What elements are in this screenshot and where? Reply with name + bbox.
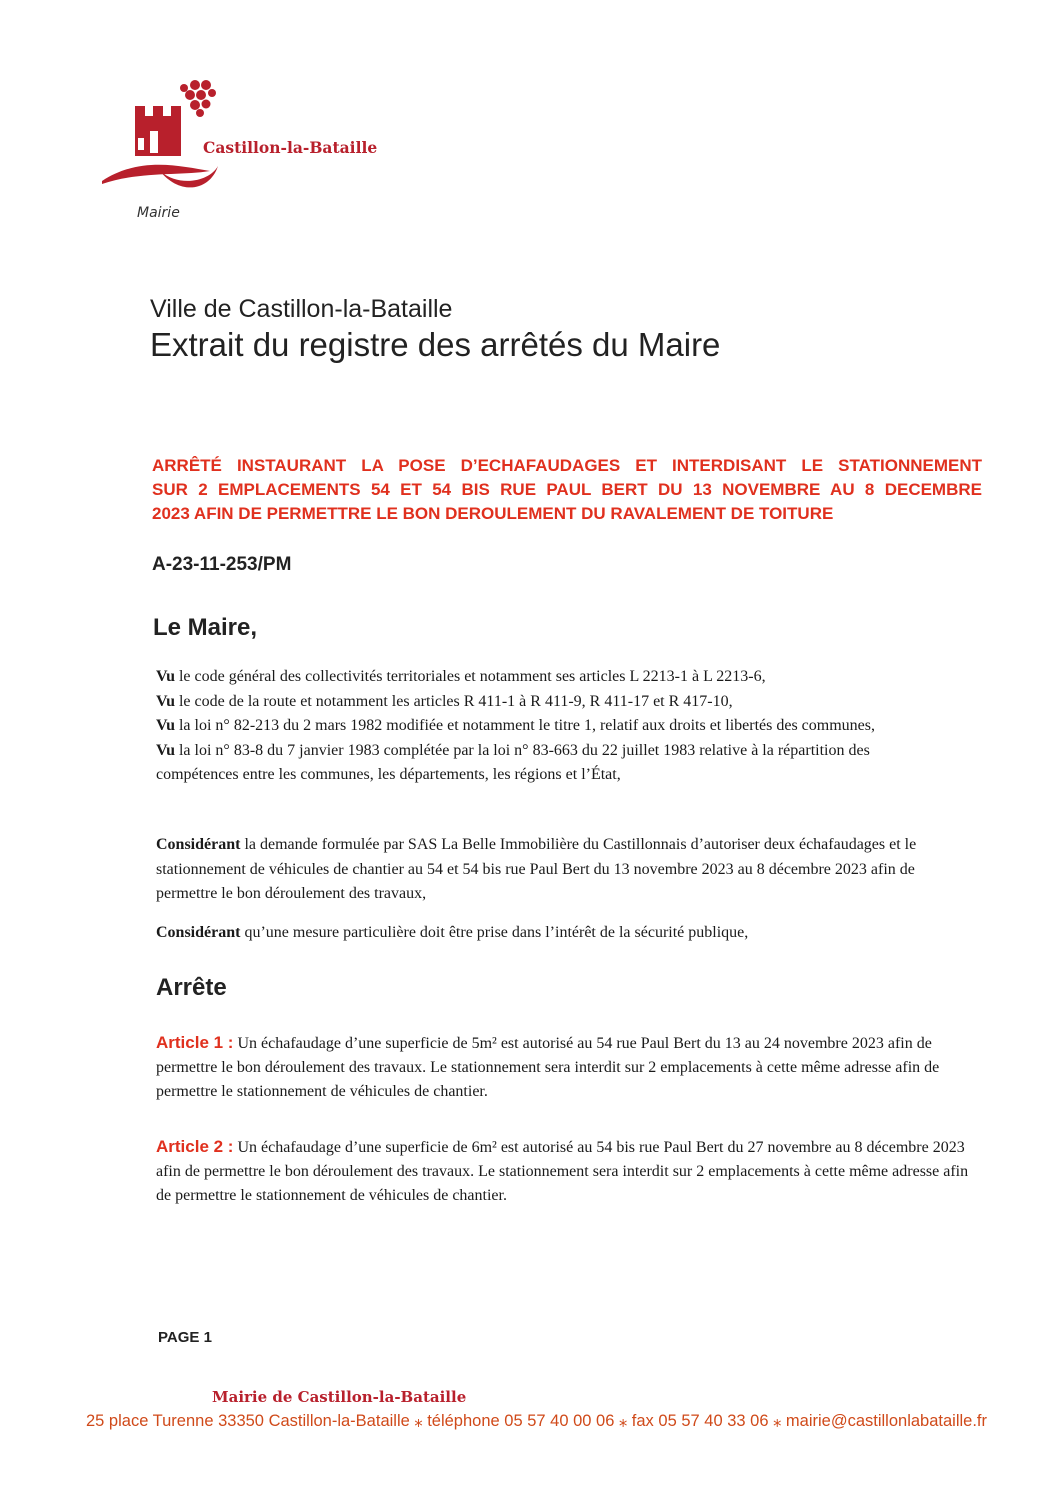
arrete-title-line: SUR 2 EMPLACEMENTS 54 ET 54 BIS RUE PAUL BERT DU 13 NOVEMBRE AU 8 DECEMBRE xyxy=(152,480,982,499)
visas-block xyxy=(156,665,956,788)
visa-lead: Vu xyxy=(156,717,175,734)
considerant-block xyxy=(156,833,976,907)
visa-text: la loi n° 82-213 du 2 mars 1982 modifiée et notamment le titre 1, relatif aux droits et libertés des communes, xyxy=(174,717,875,734)
considerant-item xyxy=(156,833,976,907)
considerant-block xyxy=(156,921,976,946)
visa-item xyxy=(156,690,956,715)
city-name: Ville de Castillon-la-Bataille xyxy=(150,295,453,323)
footer-name: Mairie de Castillon-la-Bataille xyxy=(212,1388,467,1406)
visa-item xyxy=(156,739,956,788)
article-label: Article 1 : xyxy=(156,1033,234,1052)
page-number: PAGE 1 xyxy=(158,1329,212,1346)
logo-subtitle: Mairie xyxy=(137,205,180,221)
visa-item xyxy=(156,714,956,739)
article-2 xyxy=(156,1135,976,1208)
visa-lead: Vu xyxy=(156,692,175,710)
arrete-title-line: ARRÊTÉ INSTAURANT LA POSE D’ECHAFAUDAGES ET INTERDISANT LE STATIONNEMENT xyxy=(152,456,982,475)
logo-name: Castillon-la-Bataille xyxy=(203,138,378,157)
article-text: Un échafaudage d’une superficie de 5m² est autorisé au 54 rue Paul Bert du 13 au 24 novembre 2023 afin de permettre le bon déroulement des travaux. Le stationnement sera interdit sur 2 emplacements à cette même adresse afin de permettre le stationnement de véhicules de chantier. xyxy=(156,1035,940,1100)
article-text: Un échafaudage d’une superficie de 6m² est autorisé au 54 bis rue Paul Bert du 27 novembre au 8 décembre 2023 afin de permettre le bon déroulement des travaux. Le stationnement sera interdit sur 2 emplacements à cette même adresse afin de permettre le stationnement de véhicules de chantier. xyxy=(156,1139,969,1204)
visa-text: le code général des collectivités territoriales et notamment ses articles L 2213-1 à L 2213-6, xyxy=(174,668,766,685)
le-maire-heading: Le Maire, xyxy=(153,614,258,641)
arrete-title-line: 2023 AFIN DE PERMETTRE LE BON DEROULEMENT DU RAVALEMENT DE TOITURE xyxy=(152,504,834,523)
considerant-text: qu’une mesure particulière doit être prise dans l’intérêt de la sécurité publique, xyxy=(240,924,749,941)
considerant-lead: Considérant xyxy=(156,836,241,853)
visa-lead: Vu xyxy=(156,668,175,685)
visa-lead: Vu xyxy=(156,741,175,759)
considerant-item xyxy=(156,921,976,946)
considerant-text: la demande formulée par SAS La Belle Immobilière du Castillonnais d’autoriser deux échafaudages et le stationnement de véhicules de chantier au 54 et 54 bis rue Paul Bert du 13 novembre 2023 au 8 décembre 2023 afin de permettre le bon déroulement des travaux, xyxy=(156,836,917,902)
arrete-heading: Arrête xyxy=(156,974,227,1001)
arrete-title xyxy=(152,454,982,526)
article-label: Article 2 : xyxy=(156,1137,234,1156)
register-title: Extrait du registre des arrêtés du Maire xyxy=(150,326,721,363)
article-1 xyxy=(156,1031,976,1104)
footer-address: 25 place Turenne 33350 Castillon-la-Bataille ⁎ téléphone 05 57 40 00 06 ⁎ fax 05 57 40 33 06 ⁎ mairie@castillonlabataille.fr xyxy=(86,1412,987,1430)
visa-item xyxy=(156,665,956,690)
visa-text: la loi n° 83-8 du 7 janvier 1983 complétée par la loi n° 83-663 du 22 juillet 1983 relative à la répartition des compétences entre les communes, les départements, les régions et l’État, xyxy=(156,741,870,783)
considerant-lead: Considérant xyxy=(156,924,241,941)
visa-text: le code de la route et notamment les articles R 411-1 à R 411-9, R 411-17 et R 417-10, xyxy=(174,692,733,710)
arrete-reference: A-23-11-253/PM xyxy=(152,554,292,575)
